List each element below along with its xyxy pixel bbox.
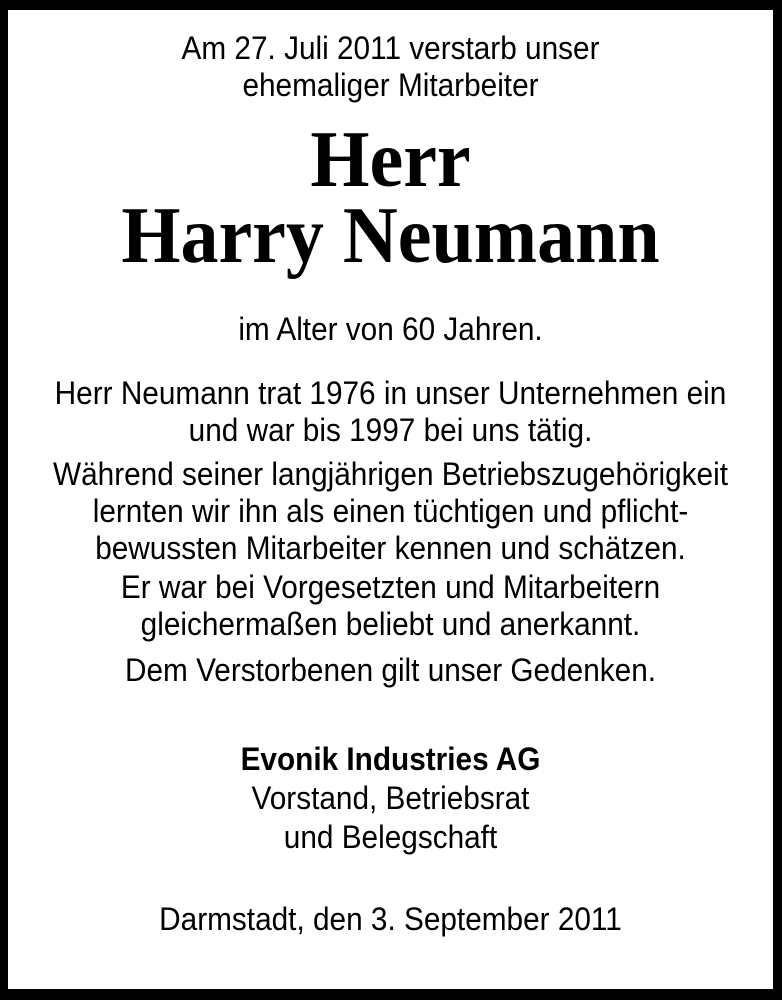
paragraph-line: und war bis 1997 bei uns tätig.: [188, 412, 593, 448]
notice-content: [8, 30, 773, 938]
paragraph-line: Dem Verstorbenen gilt unser Gedenken.: [124, 652, 657, 688]
deceased-name: Harry Neumann: [121, 192, 660, 280]
date-location-line: Darmstadt, den 3. September 2011: [159, 901, 622, 937]
obituary-paragraph: [8, 375, 773, 449]
paragraph-line: Während seiner langjährigen Betriebszugehörigkeit: [53, 456, 728, 492]
age-line: im Alter von 60 Jahren.: [238, 311, 543, 347]
paragraph-line: bewussten Mitarbeiter kennen und schätzen.: [95, 530, 686, 566]
obituary-paragraph: [8, 456, 773, 567]
deceased-name-block: [8, 116, 773, 280]
signature-line: und Belegschaft: [283, 819, 498, 855]
intro-line: Am 27. Juli 2011 verstarb unser: [181, 30, 600, 66]
intro-block: [8, 30, 773, 104]
obituary-paragraph: [8, 652, 773, 689]
intro-line: ehemaliger Mitarbeiter: [242, 67, 539, 103]
paragraph-line: gleichermaßen beliebt und anerkannt.: [140, 606, 641, 642]
obituary-paragraph: [8, 569, 773, 643]
paragraph-line: Herr Neumann trat 1976 in unser Unternehmen ein: [54, 375, 727, 411]
paragraph-line: Er war bei Vorgesetzten und Mitarbeitern: [120, 569, 661, 605]
signature-block: [8, 740, 773, 857]
paragraph-line: lernten wir ihn als einen tüchtigen und pflicht-: [92, 493, 689, 529]
signature-line: Vorstand, Betriebsrat: [251, 780, 530, 816]
company-name: Evonik Industries AG: [240, 741, 541, 777]
deceased-title: Herr: [310, 116, 471, 204]
